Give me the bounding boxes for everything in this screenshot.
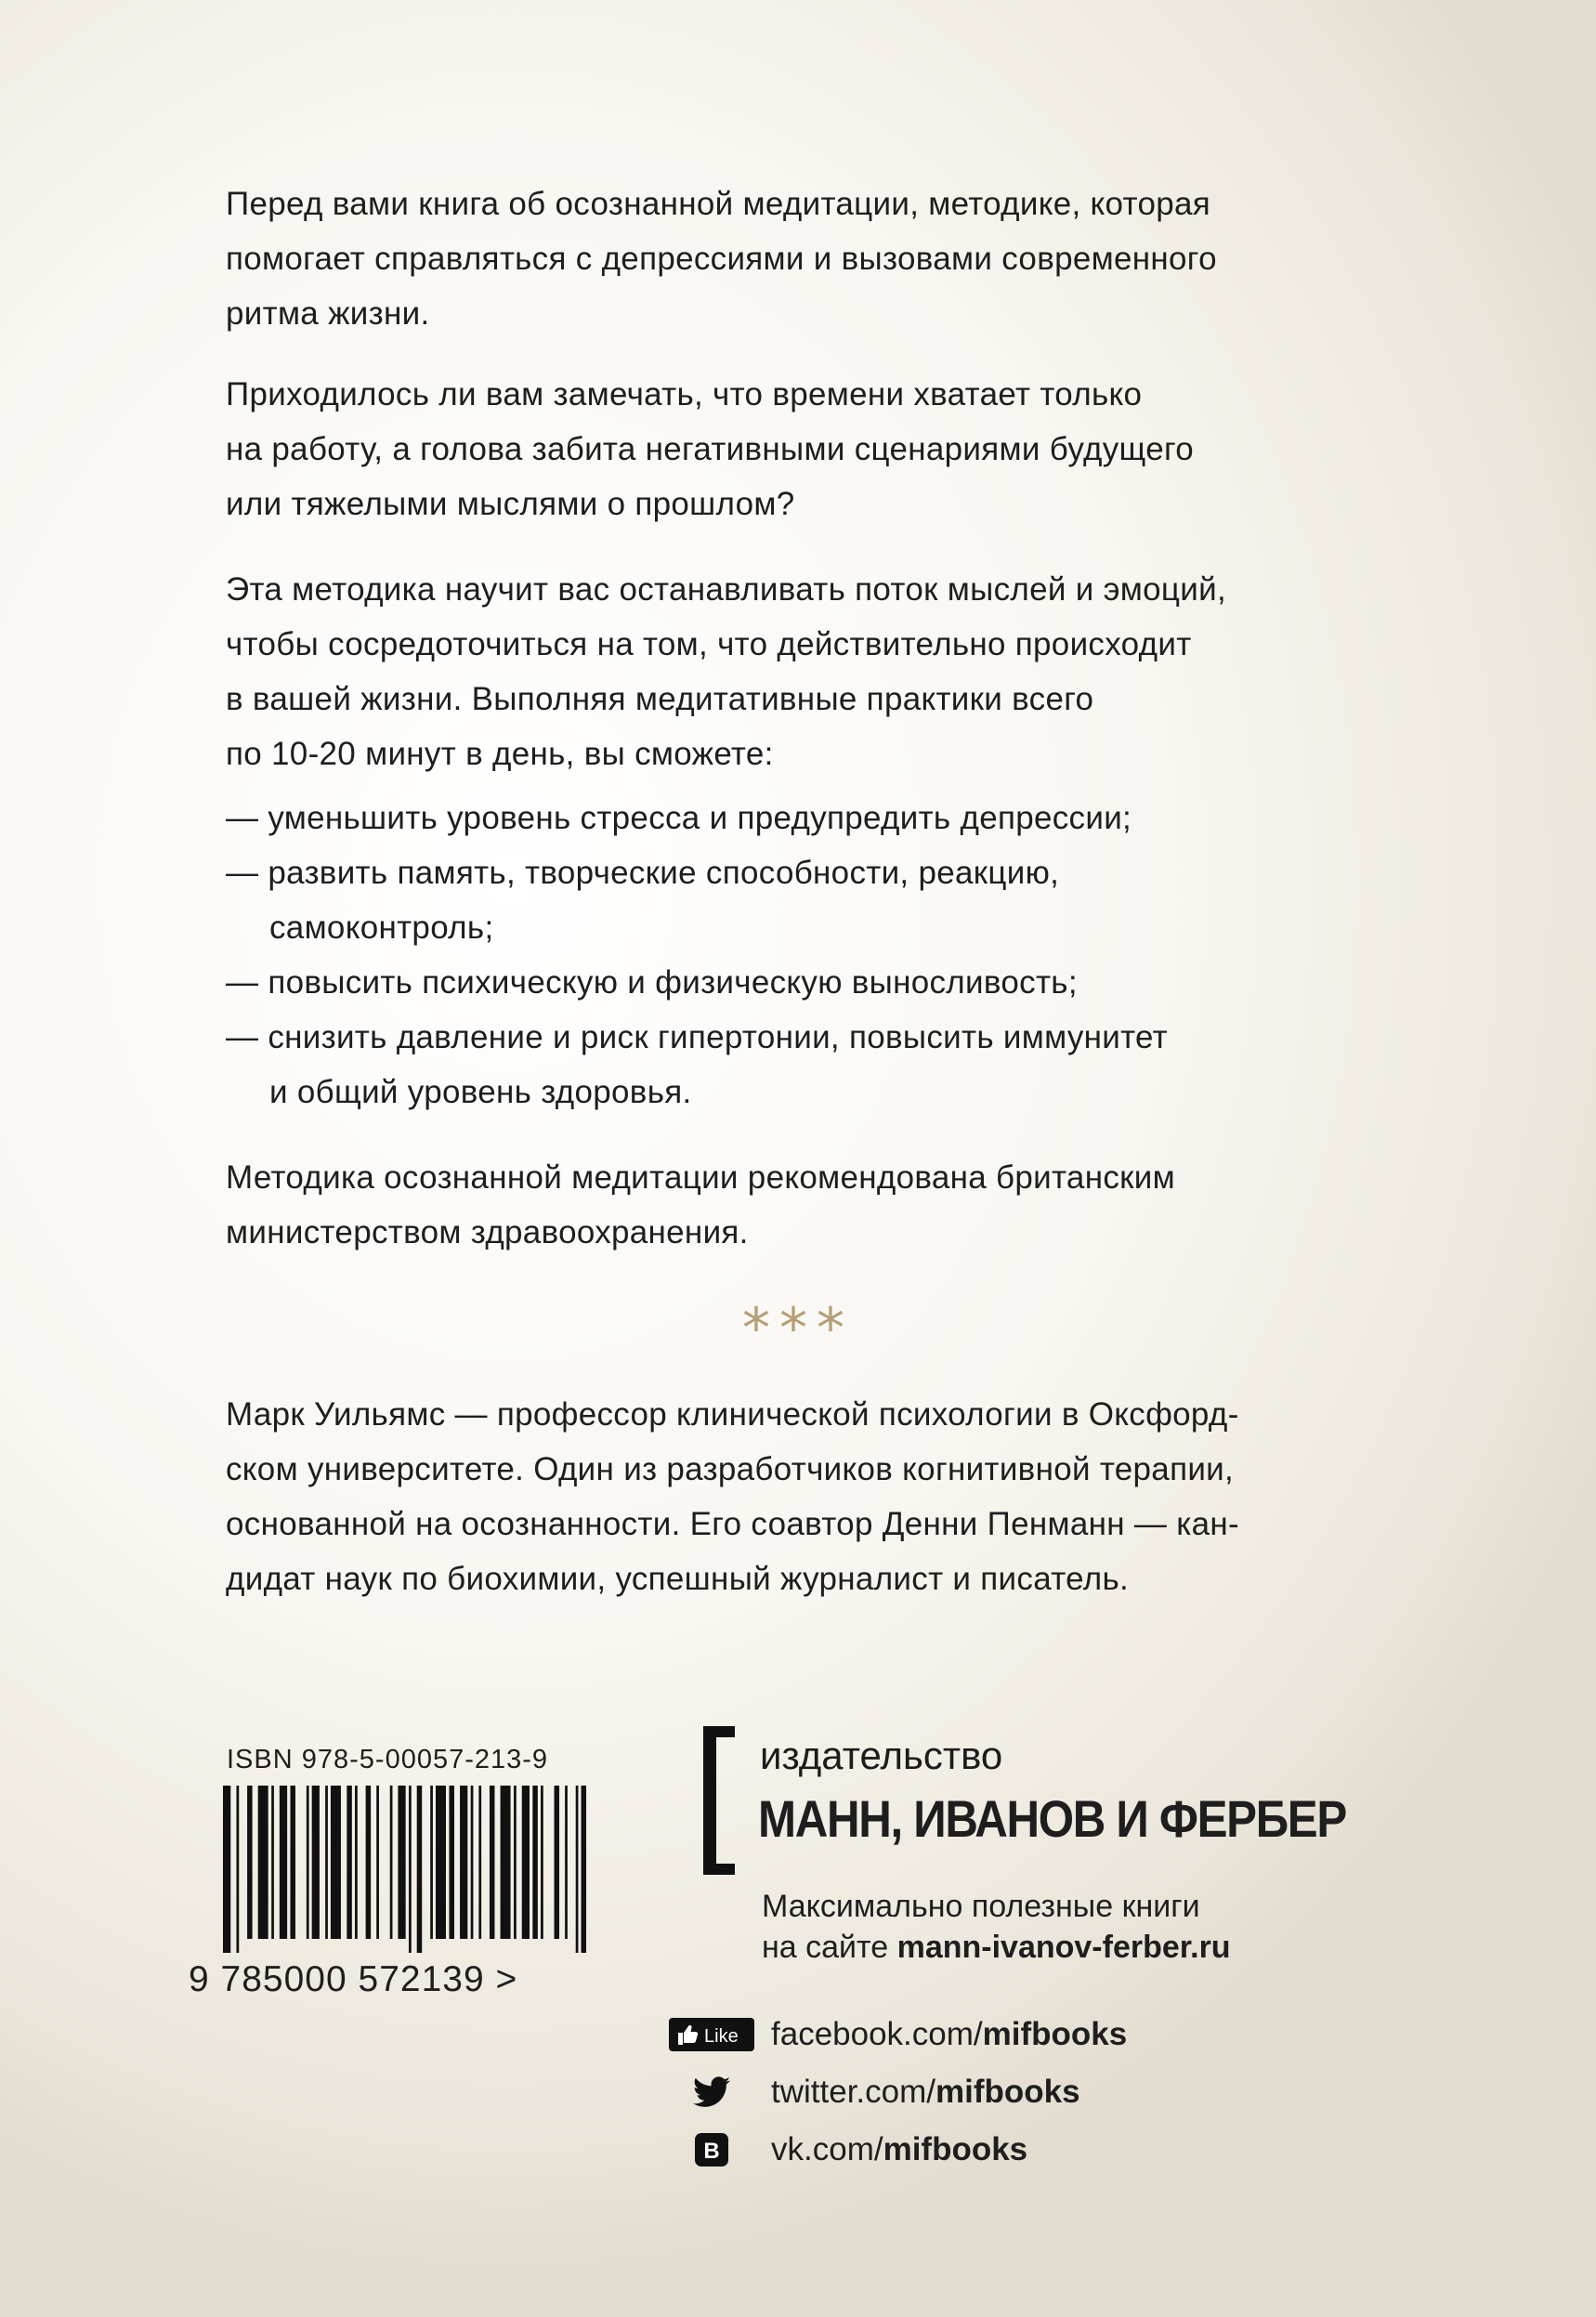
publisher-bracket-icon: [703, 1726, 737, 1875]
text-line: основанной на осознанности. Его соавтор Денни Пенманн — кан-: [226, 1506, 1239, 1542]
list-item: [226, 845, 1378, 955]
publisher-name: МАНН, ИВАНОВ И ФЕРБЕР: [758, 1789, 1346, 1848]
link-handle: mifbooks: [982, 2016, 1128, 2052]
text-line: или тяжелыми мыслями о прошлом?: [226, 486, 795, 522]
list-item-text: и общий уровень здоровья.: [269, 1074, 692, 1110]
intro-paragraph-4: [226, 1150, 1378, 1260]
facebook-like-icon: [658, 2018, 765, 2051]
slogan-line: [762, 1927, 1231, 1968]
text-line: на работу, а голова забита негативными сценариями будущего: [226, 431, 1195, 467]
text-line: по 10-20 минут в день, вы сможете:: [226, 736, 774, 772]
link-prefix: twitter.com/: [771, 2074, 935, 2110]
intro-paragraph-2: [226, 367, 1378, 531]
list-item: [226, 791, 1378, 845]
facebook-link-text: [771, 2016, 1127, 2053]
twitter-link-text: [771, 2074, 1080, 2111]
vk-link-text: [771, 2131, 1027, 2168]
text-line: министерством здравоохранения.: [226, 1214, 749, 1250]
link-handle: mifbooks: [883, 2131, 1028, 2167]
list-item-text: — развить память, творческие способности, реакцию,: [226, 855, 1060, 891]
publisher-label: издательство: [760, 1734, 1003, 1777]
text-line: Эта методика научит вас останавливать поток мыслей и эмоций,: [226, 571, 1226, 608]
text-line: Приходилось ли вам замечать, что времени хватает только: [226, 376, 1143, 412]
intro-paragraph-1: [226, 177, 1378, 341]
text-line: Марк Уильямс — профессор клинической психологии в Оксфорд-: [226, 1396, 1239, 1433]
barcode: [223, 1786, 595, 1953]
svg-text:В: В: [703, 2139, 720, 2164]
separator-stars: ***: [742, 1296, 854, 1361]
link-prefix: vk.com/: [771, 2131, 883, 2167]
svg-text:Like: Like: [704, 2026, 739, 2047]
list-item: [226, 955, 1378, 1010]
vk-icon: [658, 2133, 765, 2166]
text-line: в вашей жизни. Выполняя медитативные практики всего: [226, 681, 1094, 717]
social-link-facebook[interactable]: [658, 2009, 1308, 2061]
text-line: ском университете. Один из разработчиков когнитивной терапии,: [226, 1451, 1235, 1487]
barcode-digits: 9 785000 572139 >: [189, 1959, 518, 1999]
author-bio: [226, 1387, 1378, 1606]
slogan-line: Максимально полезные книги: [762, 1889, 1200, 1924]
slogan-prefix: на сайте: [762, 1930, 897, 1965]
list-item: [226, 1010, 1378, 1119]
text-line: дидат наук по биохимии, успешный журналист и писатель.: [226, 1561, 1130, 1597]
text-line: Методика осознанной медитации рекомендована британским: [226, 1159, 1175, 1196]
intro-paragraph-3: [226, 562, 1378, 781]
list-item-text: — повысить психическую и физическую выносливость;: [226, 964, 1078, 1001]
text-line: ритма жизни.: [226, 295, 430, 332]
publisher-site-link[interactable]: mann-ivanov-ferber.ru: [896, 1930, 1231, 1965]
publisher-slogan: [762, 1886, 1231, 1968]
list-item-text: — снизить давление и риск гипертонии, повысить иммунитет: [226, 1019, 1168, 1055]
social-link-twitter[interactable]: [658, 2066, 1308, 2118]
isbn-label: ISBN 978-5-00057-213-9: [227, 1745, 549, 1774]
text-line: помогает справляться с депрессиями и вызовами современного: [226, 241, 1217, 277]
text-line: Перед вами книга об осознанной медитации, методике, которая: [226, 186, 1211, 222]
social-link-vk[interactable]: [658, 2124, 1308, 2176]
benefits-list: [226, 791, 1378, 1119]
link-handle: mifbooks: [935, 2074, 1080, 2110]
text-line: чтобы сосредоточиться на том, что действительно происходит: [226, 626, 1192, 662]
twitter-bird-icon: [658, 2076, 765, 2108]
link-prefix: facebook.com/: [771, 2016, 983, 2052]
list-item-text: — уменьшить уровень стресса и предупредить депрессии;: [226, 800, 1132, 836]
list-item-text: самоконтроль;: [269, 910, 494, 946]
